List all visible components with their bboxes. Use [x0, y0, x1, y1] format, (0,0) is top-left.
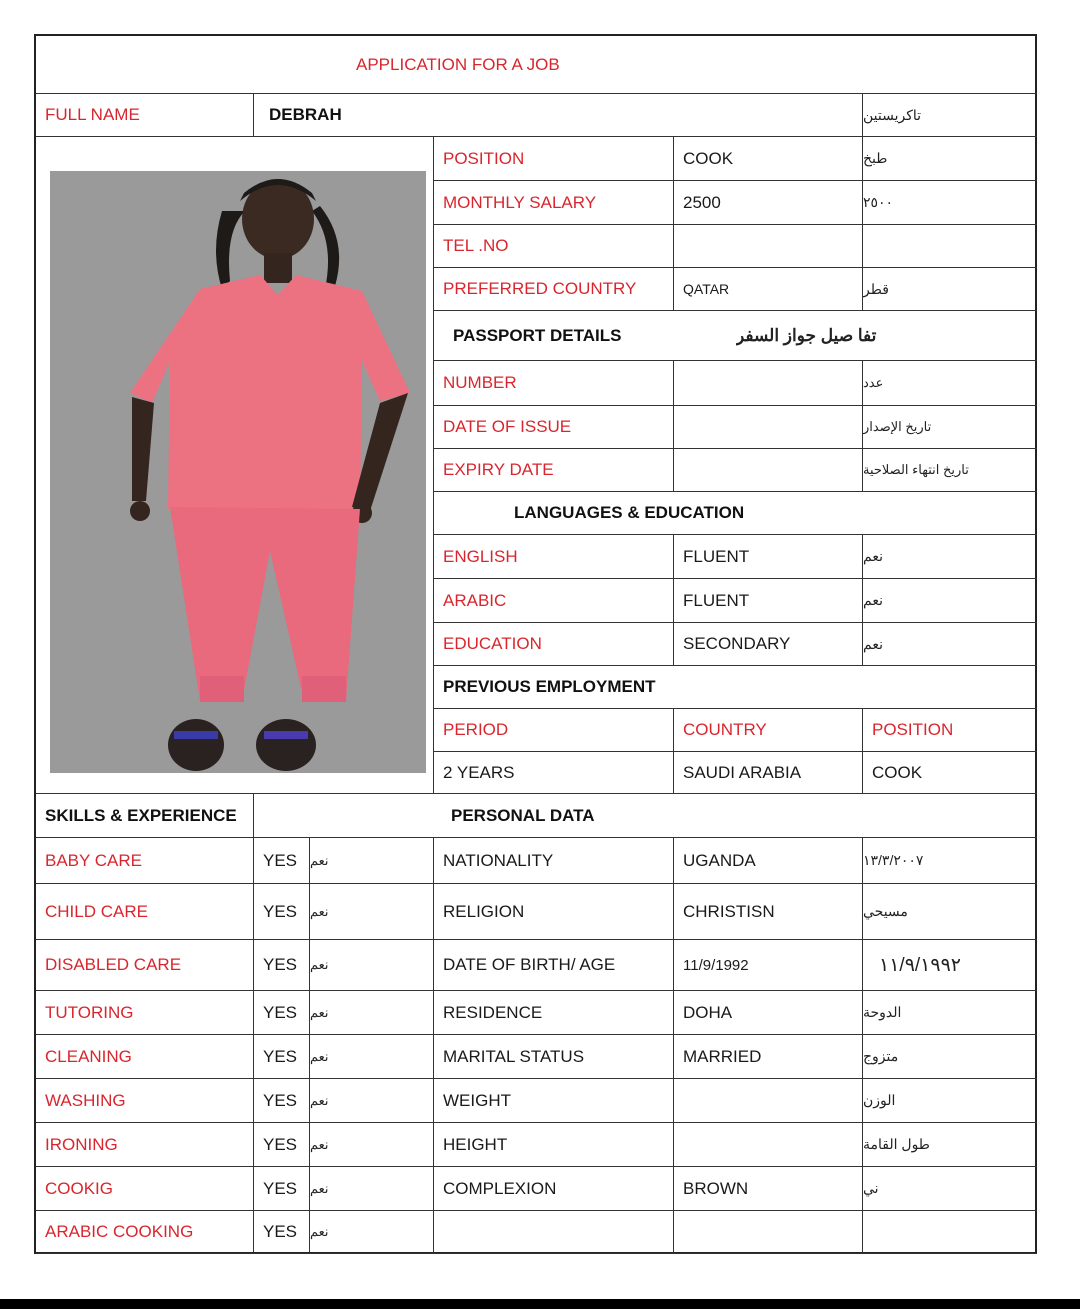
- personal-label: MARITAL STATUS: [434, 1035, 674, 1079]
- personal-ar: الوزن: [863, 1079, 1037, 1123]
- personal-value: BROWN: [674, 1167, 863, 1211]
- personal-value: 11/9/1992: [674, 940, 863, 991]
- language-row-label: ARABIC: [434, 579, 674, 623]
- personal-ar: ١١/٩/١٩٩٢: [863, 940, 1037, 991]
- top-row-value: 2500: [674, 181, 863, 225]
- skill-value: YES: [254, 940, 310, 991]
- employment-column-header: POSITION: [863, 709, 1037, 752]
- personal-value: [674, 1123, 863, 1167]
- skill-label: TUTORING: [36, 991, 254, 1035]
- personal-label: DATE OF BIRTH/ AGE: [434, 940, 674, 991]
- passport-row-ar: تاريخ الإصدار: [863, 406, 1037, 449]
- personal-label: NATIONALITY: [434, 838, 674, 884]
- skill-value: YES: [254, 991, 310, 1035]
- full-name-ar: تاكريستين: [863, 94, 1037, 137]
- top-row-ar: [863, 225, 1037, 268]
- personal-label: WEIGHT: [434, 1079, 674, 1123]
- passport-heading: PASSPORT DETAILS: [434, 311, 864, 361]
- skill-ar: نعم: [310, 1035, 434, 1079]
- employment-cell: COOK: [863, 752, 1037, 794]
- personal-heading: PERSONAL DATA: [254, 794, 1037, 838]
- skill-label: CLEANING: [36, 1035, 254, 1079]
- top-row-ar: قطر: [863, 268, 1037, 311]
- personal-ar: مسيحي: [863, 884, 1037, 940]
- passport-row-value: [674, 361, 863, 406]
- top-row-label: PREFERRED COUNTRY: [434, 268, 674, 311]
- personal-value: [674, 1079, 863, 1123]
- personal-label: RELIGION: [434, 884, 674, 940]
- language-row-label: ENGLISH: [434, 535, 674, 579]
- employment-column-header: PERIOD: [434, 709, 674, 752]
- top-row-value: QATAR: [674, 268, 863, 311]
- language-row-value: FLUENT: [674, 579, 863, 623]
- personal-label: HEIGHT: [434, 1123, 674, 1167]
- personal-ar: ني: [863, 1167, 1037, 1211]
- top-row-ar: ٢٥٠٠: [863, 181, 1037, 225]
- skill-value: YES: [254, 884, 310, 940]
- skill-label: COOKIG: [36, 1167, 254, 1211]
- language-row-value: FLUENT: [674, 535, 863, 579]
- passport-heading-ar: تفا صيل جواز السفر: [736, 311, 1037, 361]
- personal-ar: ١٣/٣/٢٠٠٧: [863, 838, 1037, 884]
- skill-label: BABY CARE: [36, 838, 254, 884]
- skill-ar: نعم: [310, 991, 434, 1035]
- skill-ar: نعم: [310, 1079, 434, 1123]
- skill-ar: نعم: [310, 1167, 434, 1211]
- languages-heading: LANGUAGES & EDUCATION: [434, 492, 1037, 535]
- job-application-form: [34, 34, 1037, 1254]
- passport-row-label: NUMBER: [434, 361, 674, 406]
- passport-row-label: EXPIRY DATE: [434, 449, 674, 492]
- bottom-edge-bar: [0, 1299, 1080, 1309]
- applicant-photo: [50, 171, 426, 773]
- skill-value: YES: [254, 1035, 310, 1079]
- top-row-value: COOK: [674, 137, 863, 181]
- employment-heading: PREVIOUS EMPLOYMENT: [434, 666, 1037, 709]
- skill-label: IRONING: [36, 1123, 254, 1167]
- language-row-value: SECONDARY: [674, 623, 863, 666]
- photo-cell: [36, 137, 434, 794]
- language-row-ar: نعم: [863, 535, 1037, 579]
- skill-ar: نعم: [310, 1211, 434, 1254]
- form-title: APPLICATION FOR A JOB: [36, 36, 1037, 94]
- top-row-ar: طبخ: [863, 137, 1037, 181]
- skill-ar: نعم: [310, 940, 434, 991]
- skill-label: WASHING: [36, 1079, 254, 1123]
- skill-value: YES: [254, 838, 310, 884]
- personal-ar: الدوحة: [863, 991, 1037, 1035]
- employment-cell: SAUDI ARABIA: [674, 752, 863, 794]
- skill-value: YES: [254, 1079, 310, 1123]
- skill-label: DISABLED CARE: [36, 940, 254, 991]
- personal-label: RESIDENCE: [434, 991, 674, 1035]
- passport-row-value: [674, 406, 863, 449]
- employment-column-header: COUNTRY: [674, 709, 863, 752]
- passport-row-value: [674, 449, 863, 492]
- top-row-label: POSITION: [434, 137, 674, 181]
- personal-label: [434, 1211, 674, 1254]
- skill-ar: نعم: [310, 1123, 434, 1167]
- top-row-label: MONTHLY SALARY: [434, 181, 674, 225]
- skill-value: YES: [254, 1123, 310, 1167]
- skill-value: YES: [254, 1167, 310, 1211]
- personal-value: MARRIED: [674, 1035, 863, 1079]
- passport-row-ar: تاريخ انتهاء الصلاحية: [863, 449, 1037, 492]
- language-row-ar: نعم: [863, 579, 1037, 623]
- skill-label: CHILD CARE: [36, 884, 254, 940]
- personal-value: [674, 1211, 863, 1254]
- personal-label: COMPLEXION: [434, 1167, 674, 1211]
- top-row-label: TEL .NO: [434, 225, 674, 268]
- personal-ar: [863, 1211, 1037, 1254]
- top-row-value: [674, 225, 863, 268]
- language-row-label: EDUCATION: [434, 623, 674, 666]
- personal-value: CHRISTISN: [674, 884, 863, 940]
- skill-value: YES: [254, 1211, 310, 1254]
- skills-heading: SKILLS & EXPERIENCE: [36, 794, 254, 838]
- full-name-label: FULL NAME: [36, 94, 254, 137]
- personal-value: UGANDA: [674, 838, 863, 884]
- personal-ar: متزوج: [863, 1035, 1037, 1079]
- employment-cell: 2 YEARS: [434, 752, 674, 794]
- personal-value: DOHA: [674, 991, 863, 1035]
- language-row-ar: نعم: [863, 623, 1037, 666]
- passport-row-label: DATE OF ISSUE: [434, 406, 674, 449]
- skill-ar: نعم: [310, 884, 434, 940]
- skill-ar: نعم: [310, 838, 434, 884]
- passport-row-ar: عدد: [863, 361, 1037, 406]
- skill-label: ARABIC COOKING: [36, 1211, 254, 1254]
- full-name-value: DEBRAH: [254, 94, 863, 137]
- personal-ar: طول القامة: [863, 1123, 1037, 1167]
